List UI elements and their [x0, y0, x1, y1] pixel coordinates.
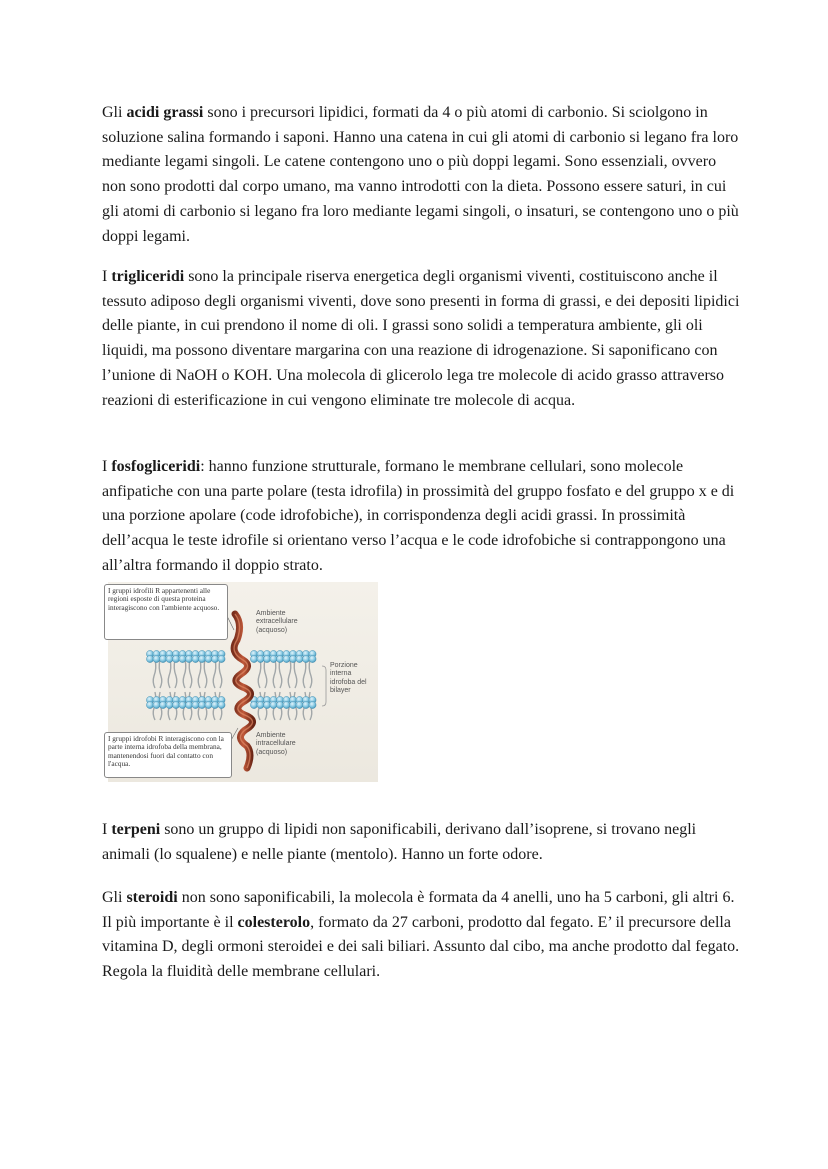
phospholipid-head	[172, 655, 179, 662]
text-run: I	[102, 821, 112, 838]
callout-text: I gruppi idrofobi R interagiscono con la parte interna idrofoba della membrana, mantenendosi fuori dal contatto con l'acqua.	[108, 734, 224, 769]
paragraph-terpeni	[102, 818, 742, 867]
text-run: Gli	[102, 104, 127, 121]
bold-term: trigliceridi	[111, 268, 185, 285]
phospholipid-head	[159, 655, 166, 662]
phospholipid-head	[179, 655, 186, 662]
phospholipid-head	[153, 701, 160, 708]
phospholipid-head	[270, 655, 277, 662]
phospholipid-head	[309, 701, 316, 708]
phospholipid-head	[302, 655, 309, 662]
phospholipid-head	[185, 701, 192, 708]
bold-term: acidi grassi	[126, 104, 204, 121]
label-bilayer-interior: Porzione interna idrofoba del bilayer	[330, 662, 367, 694]
phospholipid-head	[296, 655, 303, 662]
phospholipid-head	[250, 655, 257, 662]
phospholipid-head	[211, 701, 218, 708]
phospholipid-head	[296, 701, 303, 708]
phospholipid-head	[205, 701, 212, 708]
phospholipid-head	[270, 701, 277, 708]
phospholipid-head	[283, 701, 290, 708]
phospholipid-head	[218, 655, 225, 662]
phospholipid-head	[309, 655, 316, 662]
phospholipid-head	[185, 655, 192, 662]
text-run: , formato da 27 carboni, prodotto dal fegato. E’ il precursore della vitamina D, degli ormoni steroidei e dei sali biliari. Assunto dal cibo, ma anche prodotto dal fegato. Regola la fluidità delle membrane cellulari.	[102, 913, 740, 981]
paragraph-fosfogliceridi	[102, 455, 742, 579]
text-run: sono i precursori lipidici, formati da 4 o più atomi di carbonio. Si sciolgono in soluzione salina formando i saponi. Hanno una catena in cui gli atomi di carbonio si legano fra loro mediante legami singoli. Le catene contengono uno o più doppi legami. Sono essenziali, ovvero non sono prodotti dal corpo umano, ma vanno introdotti con la dieta. Possono essere saturi, in cui gli atomi di carbonio si legano fra loro mediante legami singoli, o insaturi, se contengono uno o più doppi legami.	[102, 104, 739, 245]
phospholipid-head	[250, 701, 257, 708]
callout-text: I gruppi idrofili R appartenenti alle regioni esposte di questa proteina interagiscono con l'ambiente acquoso.	[108, 586, 220, 612]
callout-hydrophilic-groups	[104, 584, 228, 640]
membrane-bilayer-figure	[100, 582, 380, 782]
text-run: sono la principale riserva energetica degli organismi viventi, costituiscono anche il tessuto adiposo degli organismi viventi, dove sono presenti in forma di grassi, e dei depositi lipidici delle piante, in cui prendono il nome di oli. I grassi sono solidi a temperatura ambiente, gli oli liquidi, ma possono diventare margarina con una reazione di idrogenazione. Si saponificano con l’unione di NaOH o KOH. Una molecola di glicerolo lega tre molecole di acido grasso attraverso reazioni di esterificazione in cui vengono eliminate tre molecole di acqua.	[102, 268, 740, 409]
bold-term: colesterolo	[237, 913, 311, 931]
bold-term: steroidi	[126, 889, 178, 906]
phospholipid-head	[192, 701, 199, 708]
label-intracellular: Ambiente intracellulare (acquoso)	[256, 732, 296, 756]
text-run: sono un gruppo di lipidi non saponificabili, derivano dall’isoprene, si trovano negli animali (lo squalene) e nelle piante (mentolo). Hanno un forte odore.	[102, 821, 697, 863]
paragraph-trigliceridi	[102, 265, 742, 413]
phospholipid-head	[211, 655, 218, 662]
phospholipid-head	[192, 655, 199, 662]
phospholipid-head	[146, 701, 153, 708]
phospholipid-head	[276, 655, 283, 662]
text-run: I	[102, 268, 112, 285]
phospholipid-head	[205, 655, 212, 662]
phospholipid-head	[263, 701, 270, 708]
text-run: I	[102, 458, 112, 475]
phospholipid-head	[218, 701, 225, 708]
phospholipid-head	[166, 655, 173, 662]
phospholipid-head	[257, 655, 264, 662]
phospholipid-head	[289, 701, 296, 708]
text-run: : hanno funzione strutturale, formano le membrane cellulari, sono molecole anfipatiche con una parte polare (testa idrofila) in prossimità del gruppo fosfato e del gruppo x e di una porzione apolare (code idrofobiche), in corrispondenza degli acidi grassi. In prossimità dell’acqua le teste idrofile si orientano verso l’acqua e le code idrofobiche si contrappongono una all’altra formando il doppio strato.	[102, 458, 735, 574]
phospholipid-head	[172, 701, 179, 708]
phospholipid-head	[263, 655, 270, 662]
text-run: Gli	[102, 889, 127, 906]
phospholipid-head	[289, 655, 296, 662]
phospholipid-head	[198, 701, 205, 708]
phospholipid-head	[257, 701, 264, 708]
phospholipid-head	[198, 655, 205, 662]
bold-term: fosfogliceridi	[111, 458, 201, 475]
phospholipid-head	[276, 701, 283, 708]
callout-hydrophobic-groups	[104, 732, 232, 778]
label-extracellular: Ambiente extracellulare (acquoso)	[256, 610, 298, 634]
bold-term: terpeni	[111, 821, 161, 838]
phospholipid-head	[159, 701, 166, 708]
phospholipid-head	[146, 655, 153, 662]
paragraph-steroidi	[102, 886, 742, 985]
phospholipid-head	[179, 701, 186, 708]
phospholipid-head	[302, 701, 309, 708]
phospholipid-head	[166, 701, 173, 708]
phospholipid-head	[283, 655, 290, 662]
phospholipid-head	[153, 655, 160, 662]
text-run: non sono saponificabili, la molecola è formata da 4 anelli, uno ha 5 carboni, gli altri 6. Il più importante è il	[102, 889, 735, 931]
paragraph-acidi-grassi	[102, 101, 742, 249]
